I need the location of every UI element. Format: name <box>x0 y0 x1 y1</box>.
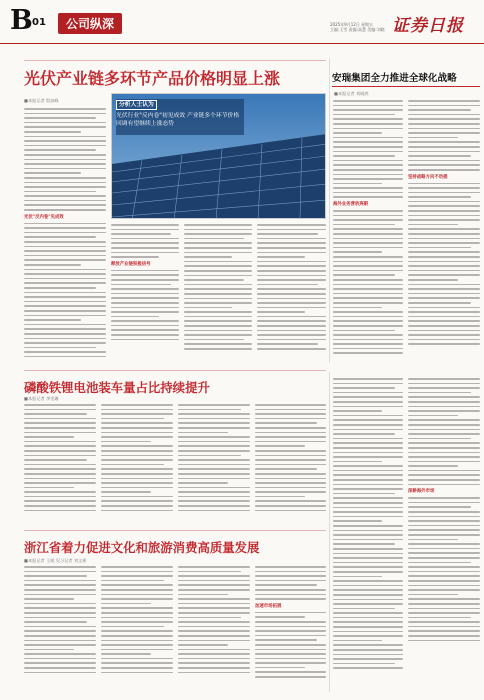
article4-column-2 <box>101 566 173 694</box>
photo-quote-tag: 分析人士认为 <box>116 100 157 110</box>
article2-column-3 <box>333 378 403 690</box>
article2-column-1 <box>333 100 403 362</box>
article1-subhead-1: 光伏"反内卷"见成效 <box>24 214 64 220</box>
article4-column-4 <box>255 566 326 694</box>
article1-column-2 <box>111 224 179 358</box>
article4-byline: ■本报记者 王媛 见习记者 刘文彬 <box>24 558 87 563</box>
article4-column-3 <box>178 566 250 694</box>
article3-byline: ■本报记者 李雯珊 <box>24 396 59 401</box>
article2-column-2 <box>408 100 480 362</box>
article2-column-4 <box>408 378 480 690</box>
article2-rule <box>332 86 480 87</box>
article4-top-rule <box>24 530 326 531</box>
article1-headline: 光伏产业链多环节产品价格明显上涨 <box>24 69 281 88</box>
article3-headline: 磷酸铁锂电池装车量占比持续提升 <box>24 380 210 395</box>
photo-quote-box <box>116 100 242 128</box>
article2-subhead-3: 深耕海外市场 <box>408 489 435 495</box>
article1-byline: ■本报记者 殷高峰 <box>24 98 59 103</box>
article2-headline: 安瑞集团全力推进全球化战略 <box>332 73 457 84</box>
issue-editors: 主编:王雪 责编:高慧 美编:刘晓 <box>330 27 385 32</box>
article1-column-4 <box>257 224 326 358</box>
lower-column-divider <box>329 372 330 692</box>
section-number: 01 <box>32 17 46 28</box>
article1-column-1 <box>24 108 106 358</box>
article1-subhead-2: 释放产业链积极信号 <box>111 261 151 267</box>
masthead <box>0 0 484 44</box>
article4-subhead-1: 加速市场拓展 <box>255 603 282 609</box>
article2-subhead-1: 海外业务营收亮眼 <box>333 202 369 208</box>
issue-meta <box>330 22 385 32</box>
article3-column-1 <box>24 404 96 526</box>
article3-column-2 <box>101 404 173 526</box>
issue-date: 2025年9月12日 星期五 <box>330 22 374 27</box>
article3-column-4 <box>255 404 326 526</box>
article4-column-1 <box>24 566 96 694</box>
section-letter: B <box>10 5 32 36</box>
newspaper-logo: 证券日报 <box>392 16 464 36</box>
article1-column-3 <box>184 224 252 358</box>
article4-headline: 浙江省着力促进文化和旅游消费高质量发展 <box>24 540 260 555</box>
photo-quote-text: 光伏行业"反内卷"初见成效 产业链多个环节价格回调有望继续上涨态势 <box>116 113 240 127</box>
article3-column-3 <box>178 404 250 526</box>
article3-top-rule <box>24 370 326 371</box>
article2-byline: ■本报记者 刘晓鸿 <box>334 91 369 96</box>
article1-top-rule <box>24 60 326 61</box>
article2-subhead-2: 坚持战略方向不动摇 <box>408 174 448 180</box>
section-name: 公司纵深 <box>58 13 122 34</box>
column-divider <box>329 58 330 363</box>
